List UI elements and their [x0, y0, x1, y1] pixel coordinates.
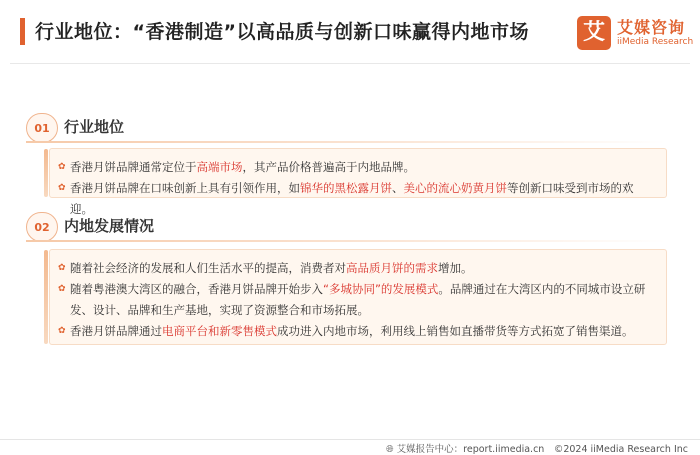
section-underline	[26, 240, 666, 242]
bullet-text: 等创新口味受到市场的欢迎。	[70, 181, 634, 216]
flower-bullet-icon: ✿	[58, 183, 66, 193]
footer-text: 艾媒报告中心：report.iimedia.cn ©2024 iiMedia Research Inc	[396, 444, 688, 455]
iimedia-logo	[577, 14, 694, 54]
flower-bullet-icon: ✿	[58, 162, 66, 172]
section-header-mainland-development	[26, 212, 676, 242]
bullet-text: 香港月饼品牌通常定位于	[70, 160, 197, 174]
globe-icon: 🌐︎	[386, 444, 394, 455]
bullet-item	[58, 258, 654, 279]
highlight-text: “多城协同”的发展模式	[323, 282, 439, 296]
flower-bullet-icon: ✿	[58, 284, 66, 294]
bullet-item	[58, 157, 654, 178]
bullet-text: ，其产品价格普遍高于内地品牌。	[242, 160, 415, 174]
highlight-text: 高端市场	[196, 160, 243, 174]
section-card-industry-position	[49, 148, 667, 216]
page-title: 行业地位：“香港制造”以高品质与创新口味赢得内地市场	[35, 21, 529, 43]
highlight-text: 高品质月饼的需求	[346, 261, 438, 275]
bullet-item	[58, 279, 654, 321]
logo-chinese-name: 艾媒咨询	[617, 18, 686, 37]
logo-english-name: iiMedia Research	[617, 37, 694, 47]
title-accent-bar	[20, 18, 25, 45]
section-underline	[26, 141, 666, 143]
highlight-text: 美心的流心奶黄月饼	[403, 181, 507, 195]
section-title: 行业地位	[64, 118, 125, 136]
section-number-badge: 01	[26, 113, 58, 143]
bullet-text: 。品牌通过在大湾区内的不同城市设立研发、设计、品牌和生产基地，实现了资源整合和市场拓展。	[70, 282, 646, 317]
section-title: 内地发展情况	[64, 217, 155, 235]
bullet-item	[58, 321, 654, 342]
flower-bullet-icon: ✿	[58, 263, 66, 273]
bullet-text: 香港月饼品牌通过	[70, 324, 162, 338]
bullet-text: 增加。	[438, 261, 473, 275]
section-number-badge: 02	[26, 212, 58, 242]
header-divider	[10, 63, 690, 64]
bullet-text: 、	[392, 181, 404, 195]
bullet-text: 随着粤港澳大湾区的融合，香港月饼品牌开始步入	[70, 282, 323, 296]
flower-bullet-icon: ✿	[58, 326, 66, 336]
bullet-text: 香港月饼品牌在口味创新上具有引领作用，如	[70, 181, 300, 195]
highlight-text: 锦华的黑松露月饼	[300, 181, 392, 195]
footer-divider	[0, 439, 700, 440]
bullet-text: 随着社会经济的发展和人们生活水平的提高，消费者对	[70, 261, 346, 275]
section-header-industry-position	[26, 113, 676, 143]
highlight-text: 电商平台和新零售模式	[162, 324, 277, 338]
section-card-mainland-development	[49, 249, 667, 345]
bullet-text: 成功进入内地市场，利用线上销售如直播带货等方式拓宽了销售渠道。	[277, 324, 634, 338]
footer	[386, 441, 688, 455]
logo-mark: 艾	[577, 16, 611, 50]
